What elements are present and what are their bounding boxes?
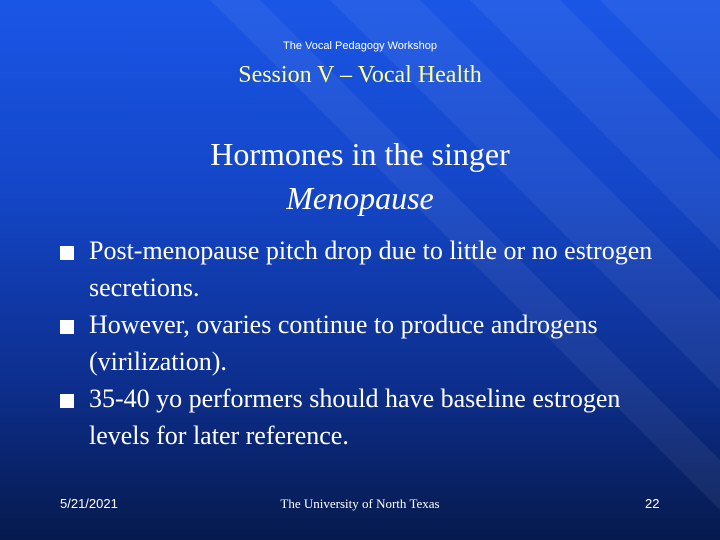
footer-institution: The University of North Texas (280, 496, 440, 511)
square-bullet-icon (60, 246, 74, 260)
footer-date: 5/21/2021 (60, 496, 118, 511)
bullet-text: However, ovaries continue to produce androgens (virilization). (89, 310, 598, 376)
footer-page-number: 22 (645, 496, 660, 511)
slide-title-line-1: Hormones in the singer (210, 136, 510, 172)
workshop-label: The Vocal Pedagogy Workshop (283, 40, 437, 52)
bullet-item (60, 306, 680, 380)
bullet-list (60, 232, 680, 454)
bullet-item (60, 380, 680, 454)
square-bullet-icon (60, 394, 74, 408)
bullet-item (60, 232, 680, 306)
slide-title (0, 134, 720, 218)
bullet-text: Post-menopause pitch drop due to little or no estrogen secretions. (89, 236, 653, 302)
session-title: Session V – Vocal Health (238, 62, 482, 88)
slide-title-line-2: Menopause (286, 180, 434, 216)
bullet-text: 35-40 yo performers should have baseline estrogen levels for later reference. (89, 384, 621, 450)
square-bullet-icon (60, 320, 74, 334)
